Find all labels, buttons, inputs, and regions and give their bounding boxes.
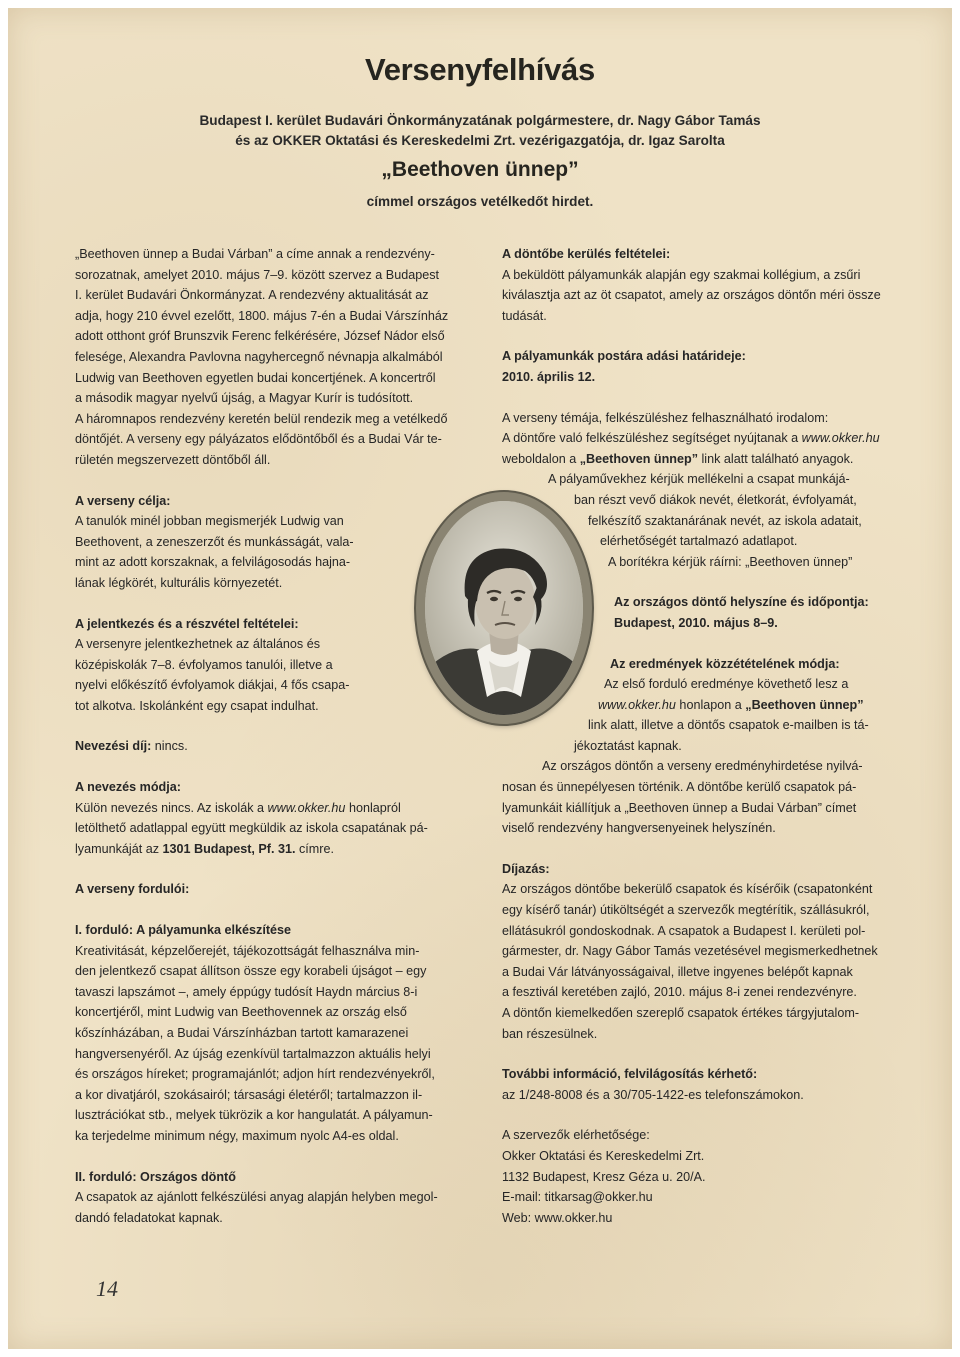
prize-line: gármester, dr. Nagy Gábor Tamás vezetésével megismerkedhetnek — [502, 944, 878, 959]
prize-line: A döntőn kiemelkedően szereplő csapatok értékes tárgyjutalom- — [502, 1006, 860, 1020]
round1-heading: I. forduló: A pályamunka elkészítése — [75, 923, 292, 938]
round1-line: koncertjéről, mint Ludwig van Beethovennek az ország első — [75, 1005, 407, 1020]
organizer-line: Budapest I. kerület Budavári Önkormányzatának polgármestere, dr. Nagy Gábor Tamás — [199, 113, 761, 128]
final-line: tudását. — [502, 308, 547, 323]
venue-heading: Az országos döntő helyszíne és időpontja: — [614, 595, 869, 610]
round2-heading: II. forduló: Országos döntő — [75, 1169, 236, 1184]
portrait-illustration — [425, 501, 583, 715]
round1-line: lusztrációkat stb., melyek tükrözik a kor hangulatát. A pályamun- — [75, 1108, 433, 1123]
round1-line: den jelentkező csapat állítson össze egy korabeli újságot – egy — [75, 964, 427, 979]
prize-line: a fesztivál keretében zajló, 2010. május 8-i zenei rendezvényre. — [502, 985, 857, 1000]
topic-line — [502, 428, 916, 449]
intro-line: felesége, Alexandra Pavlovna nagyhercegnő névnapja alkalmából — [75, 349, 443, 364]
prize-heading: Díjazás: — [502, 861, 550, 876]
contact-web[interactable]: Web: www.okker.hu — [502, 1210, 613, 1225]
prize-line: egy kísérő tanár) útiköltségét a szervezők megtérítik, szállásukról, — [502, 903, 870, 918]
goal-line: Beethovent, a zeneszerzőt és munkásságát, vala- — [75, 534, 354, 549]
fee-value: nincs. — [151, 739, 188, 754]
mode-text: címre. — [295, 841, 334, 856]
results-line: link alatt, illetve a döntős csapatok e-mailben is tá- — [588, 718, 869, 733]
intro-line: adja, hogy 210 évvel ezelőtt, 1800. május 7-én a Budai Várszínház — [75, 308, 449, 323]
round1-line: ka terjedelme minimum négy, maximum nyolc A4-es oldal. — [75, 1128, 399, 1143]
right-column — [502, 244, 916, 1228]
apply-line: nyelvi előkészítő évfolyamok diákjai, 4 fős csapa- — [75, 678, 350, 693]
intro-line: Ludwig van Beethoven egyetlen budai koncertjének. A koncertről — [75, 370, 436, 385]
apply-line: középiskolák 7–8. évfolyamos tanulói, illetve a — [75, 657, 333, 672]
mode-heading: A nevezés módja: — [75, 780, 181, 795]
round1-line: Kreativitását, képzelőerejét, tájékozottságát felhasználva min- — [75, 943, 420, 958]
round1-line: és országos híreket; programajánlót; adjon hírt rendezvényekről, — [75, 1067, 435, 1082]
final-heading: A döntőbe kerülés feltételei: — [502, 247, 671, 261]
topic-line — [502, 449, 916, 470]
fee-label: Nevezési díj: — [75, 739, 152, 754]
venue-value: Budapest, 2010. május 8–9. — [614, 615, 778, 630]
topic-text: A döntőre való felkészüléshez segítséget nyújtanak a — [502, 431, 802, 446]
organizer-block — [8, 111, 952, 151]
page-title: Versenyfelhívás — [365, 52, 595, 87]
beethoven-portrait — [425, 501, 583, 715]
left-column — [75, 244, 491, 1228]
attach-line: A borítékra kérjük ráírni: „Beethoven ünnep” — [608, 554, 853, 569]
results-line: Az országos döntőn a verseny eredményhirdetése nyilvá- — [542, 759, 863, 774]
round1-line: hangversenyéről. Az újság ezenkívül tartalmazzon aktuális helyi — [75, 1046, 431, 1061]
goal-line: mint az adott korszaknak, a felvilágosodás hajna- — [75, 555, 351, 570]
beethoven-link-label: „Beethoven ünnep” — [745, 697, 864, 712]
mode-text: lyamunkáját az — [75, 841, 163, 856]
beethoven-link-label: „Beethoven ünnep” — [579, 451, 698, 466]
contact-line: Okker Oktatási és Kereskedelmi Zrt. — [502, 1148, 705, 1163]
results-heading: Az eredmények közzétételének módja: — [610, 656, 840, 671]
prize-line: a Budai Vár látványosságaival, illetve ingyenes belépőt kapnak — [502, 964, 853, 979]
contact-heading: A szervezők elérhetősége: — [502, 1128, 650, 1143]
goal-line: lának légkörét, kulturális környezetét. — [75, 575, 283, 590]
attach-line: A pályaművekhez kérjük mellékelni a csapat munkájá- — [548, 472, 850, 487]
mode-text: honlapról — [345, 800, 401, 815]
rounds-heading: A verseny fordulói: — [75, 882, 190, 897]
round2-line: A csapatok az ajánlott felkészülési anyag alapján helyben megol- — [75, 1190, 438, 1205]
results-line — [502, 695, 916, 716]
final-line: kiválasztja azt az öt csapatot, amely az országos döntőn méri össze — [502, 288, 881, 303]
round1-line: a kor divatjáról, szokásairól; társasági életéről; tartalmazzon il- — [75, 1087, 423, 1102]
topic-text: link alatt található anyagok. — [698, 451, 854, 466]
deadline-date: 2010. április 12. — [502, 369, 596, 384]
topic-text: weboldalon a — [502, 451, 580, 466]
attach-line: felkészítő szaktanárának nevét, az iskola adatait, — [588, 513, 862, 528]
apply-heading: A jelentkezés és a részvétel feltételei: — [75, 616, 299, 631]
intro-line: adott otthont gróf Brunszvik Ferenc felkérésére, József Nádor első — [75, 329, 445, 344]
intro-line: I. kerület Budavári Önkormányzat. A rendezvény aktualitását az — [75, 288, 429, 303]
results-line: viselő rendezvény hangversenyeinek helyszínén. — [502, 821, 776, 836]
portrait-frame — [416, 492, 592, 724]
info-line: az 1/248-8008 és a 30/705-1422-es telefonszámokon. — [502, 1087, 804, 1102]
prize-line: ellátásukról gondoskodnak. A csapatok a Budapest I. kerületi pol- — [502, 923, 866, 938]
mode-line — [75, 798, 491, 819]
round1-line: kőszínházában, a Budai Várszínházban tartott kamarazenei — [75, 1026, 409, 1040]
okker-link[interactable]: www.okker.hu — [598, 697, 676, 712]
organizer-line: és az OKKER Oktatási és Kereskedelmi Zrt. vezérigazgatója, dr. Igaz Sarolta — [235, 133, 725, 148]
deadline-heading: A pályamunkák postára adási határideje: — [502, 349, 746, 364]
results-line: Az első forduló eredménye követhető lesz a — [604, 677, 849, 692]
results-line: jékoztatást kapnak. — [574, 738, 682, 753]
attach-line: elérhetőségét tartalmazó adatlapot. — [600, 534, 798, 549]
results-line: lyamunkáit kiállítjuk a „Beethoven ünnep a Budai Várban” címet — [502, 800, 857, 815]
apply-line: A versenyre jelentkezhetnek az általános és — [75, 637, 321, 652]
contact-email[interactable]: E-mail: titkarsag@okker.hu — [502, 1190, 653, 1205]
mode-line: letölthető adatlappal együtt megküldik az iskola csapatának pá- — [75, 821, 428, 836]
okker-link[interactable]: www.okker.hu — [267, 800, 346, 815]
intro-line: rületén megszervezett döntőből áll. — [75, 452, 271, 467]
prize-line: ban részesülnek. — [502, 1026, 598, 1041]
results-line: nosan és ünnepélyesen történik. A döntőbe kerülő csapatok pá- — [502, 780, 857, 795]
mode-line — [75, 839, 491, 860]
intro-line: döntőjét. A verseny egy pályázatos elődöntőből és a Budai Vár te- — [75, 432, 442, 447]
page-number: 14 — [96, 1276, 118, 1301]
round2-line: dandó feladatokat kapnak. — [75, 1210, 223, 1225]
event-name: „Beethoven ünnep” — [381, 158, 579, 181]
poster-page — [8, 8, 952, 1349]
topic-line: A verseny témája, felkészüléshez felhasználható irodalom: — [502, 410, 829, 425]
attach-line: ban részt vevő diákok nevét, életkorát, évfolyamát, — [574, 492, 857, 507]
goal-heading: A verseny célja: — [75, 493, 171, 508]
info-heading: További információ, felvilágosítás kérhető: — [502, 1067, 758, 1082]
round1-line: tavaszi lapszámot –, amely éppúgy tudósít Haydn március 8-i — [75, 984, 418, 999]
contact-line: 1132 Budapest, Kresz Géza u. 20/A. — [502, 1169, 706, 1184]
intro-line: A háromnapos rendezvény keretén belül rendezik meg a vetélkedő — [75, 411, 448, 426]
intro-line: sorozatnak, amelyet 2010. május 7–9. között szervez a Budapest — [75, 267, 440, 282]
fee-line — [75, 736, 491, 757]
results-text: honlapon a — [675, 697, 746, 712]
final-line: A beküldött pályamunkák alapján egy szakmai kollégium, a zsűri — [502, 267, 861, 282]
mode-text: Külön nevezés nincs. Az iskolák a — [75, 800, 268, 815]
okker-link[interactable]: www.okker.hu — [801, 431, 880, 446]
goal-line: A tanulók minél jobban megismerjék Ludwig van — [75, 514, 344, 529]
prize-line: Az országos döntőbe bekerülő csapatok és kísérőik (csapatonként — [502, 882, 873, 897]
event-subline: címmel országos vetélkedőt hirdet. — [366, 194, 594, 209]
intro-line: a második magyar nyelvű újság, a Magyar Kurír is tudósított. — [75, 391, 414, 406]
postal-address: 1301 Budapest, Pf. 31. — [162, 841, 296, 856]
intro-line: „Beethoven ünnep a Budai Várban” a címe annak a rendezvény- — [75, 247, 435, 261]
apply-line: tot alkotva. Iskolánként egy csapat indulhat. — [75, 698, 319, 713]
